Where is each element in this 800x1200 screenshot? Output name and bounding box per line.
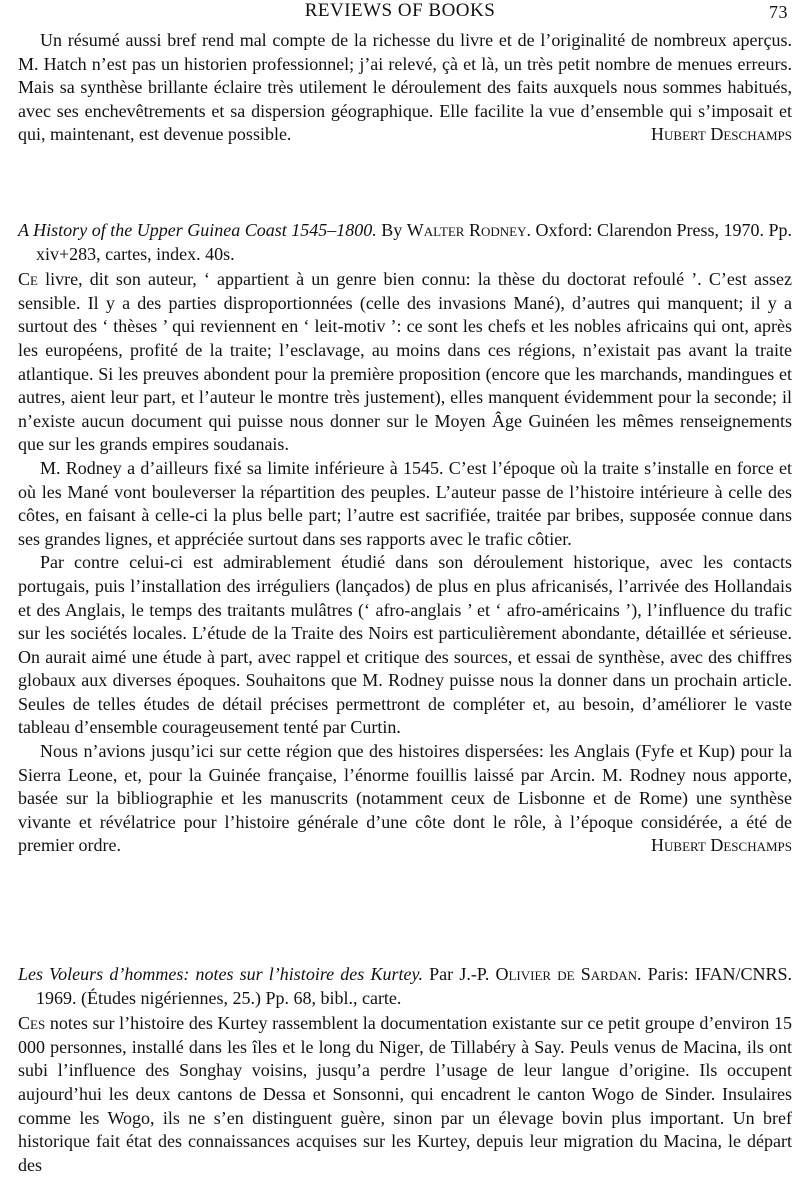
- paragraph: [18, 740, 792, 858]
- page-number: 73: [769, 2, 788, 22]
- paragraph-text: Nous n’avions jusqu’ici sur cette région que des histoires dispersées: les Anglais (Fyfe et Kup) pour la Sierra Leone, et, pour la Guinée française, l’énorme fouillis laissé par Arcin. M. Rodney nous apporte, basée sur la bibliographie et les manuscrits (notamment ceux de Lisbonne et de Rome) une synthèse vivante et révélatrice pour l’histoire générale d’une côte dont le rôle, à l’époque considérée, a été de premier ordre.: [18, 741, 792, 856]
- publication-details: Oxford: Clarendon Press, 1970. Pp. xiv+283, cartes, index. 40s.: [36, 220, 793, 264]
- paragraph: [18, 1012, 792, 1177]
- review-hatch-ending: [18, 29, 792, 147]
- citation-by: By: [381, 220, 403, 240]
- paragraph: M. Rodney a d’ailleurs fixé sa limite inférieure à 1545. C’est l’époque où la traite s’installe en force et où les Mané vont bouleverser la répartition des peuples. L’auteur passe de l’histoire intérieure à celle des côtes, en faisant à celle-ci la plus belle part; l’autre est sacrifiée, traitée par bribes, supposée connue dans ses grandes lignes, et appréciée surtout dans ses rapports avec le trafic côtier.: [18, 457, 792, 549]
- running-head: [0, 0, 800, 24]
- paragraph: [18, 268, 792, 457]
- book-title: A History of the Upper Guinea Coast 1545–1800.: [18, 220, 377, 240]
- paragraph-text: livre, dit son auteur, ‘ appartient à un genre bien connu: la thèse du doctorat refoulé ’. C’est assez sensible. Il y a des parties disproportionnées (celle des invasions Mané), d’autres qui manquent; il y a surtout des ‘ thèses ’ qui reviennent en ‘ leit-motiv ’: ce sont les chefs et les nobles africains qui ont, après les européens, profité de la traite; l’esclavage, au moins dans ces régions, n’existait pas avant la traite atlantique. Si les preuves abondent pour la première proposition (encore que les marchands, mandingues et autres, aient leur part, et l’auteur le montre très justement), elles manquent évidemment pour la seconde; il n’existe aucun document qui puisse nous donner sur le Moyen Âge Guinéen les mêmes renseignements que sur les grands empires soudanais.: [18, 269, 793, 455]
- reviewer-signature: Hubert Deschamps: [651, 835, 792, 856]
- publication-details: Paris: IFAN/CNRS. 1969. (Études nigériennes, 25.) Pp. 68, bibl., carte.: [36, 964, 793, 1008]
- citation-by: Par: [429, 964, 454, 984]
- running-title: REVIEWS OF BOOKS: [304, 0, 496, 21]
- book-author: J.-P. Olivier de Sardan.: [459, 964, 642, 984]
- reviewer-signature: Hubert Deschamps: [651, 124, 792, 145]
- book-title: Les Voleurs d’hommes: notes sur l’histoire des Kurtey.: [18, 964, 423, 984]
- book-citation: [18, 219, 792, 266]
- paragraph-text: notes sur l’histoire des Kurtey rassemblent la documentation existante sur ce petit groupe d’environ 15 000 personnes, installé dans les îles et le long du Niger, de Tillabéry à Say. Peuls venus de Macina, ils ont subi l’influence des Songhay voisins, jusqu’a perdre l’usage de leur langue d’origine. Ils occupent aujourd’hui les deux cantons de Dessa et Sonsonni, qui encadrent le canton Wogo de Sinder. Insulaires comme les Wogo, ils ne s’en distinguent guère, sinon par un élevage bovin plus important. Un bref historique fait état des connaissances acquises sur les Kurtey, depuis leur migration du Macina, le départ des: [18, 1013, 792, 1175]
- lead-word: Ce: [18, 269, 38, 290]
- book-citation: [18, 963, 792, 1010]
- book-author: Walter Rodney.: [406, 220, 531, 240]
- lead-word: Ces: [18, 1013, 46, 1034]
- paragraph-text: Un résumé aussi bref rend mal compte de la richesse du livre et de l’originalité de nombreux aperçus. M. Hatch n’est pas un historien professionnel; j’ai relevé, çà et là, un très petit nombre de menues erreurs. Mais sa synthèse brillante éclaire très utilement le déroulement des faits auxquels nous sommes habitués, avec ses enchevêtrements et sa dispersion géographique. Elle facilite la vue d’ensemble qui s’imposait et qui, maintenant, est devenue possible.: [18, 30, 792, 145]
- paragraph: Par contre celui-ci est admirablement étudié dans son déroulement historique, avec les contacts portugais, puis l’installation des irréguliers (lançados) de plus en plus africanisés, l’arrivée des Hollandais et des Anglais, le temps des traitants mulâtres (‘ afro-anglais ’ et ‘ afro-américains ’), l’influence du trafic sur les sociétés locales. L’étude de la Traite des Noirs est particulièrement abondante, détaillée et sérieuse. On aurait aimé une étude à part, avec rappel et critique des sources, et essai de synthèse, avec des chiffres globaux aux diverses époques. Souhaitons que M. Rodney puisse nous la donner dans un prochain article. Seules de telles études de détail précises permettront de compléter et, au besoin, d’améliorer le vaste tableau d’ensemble courageusement tenté par Curtin.: [18, 552, 792, 738]
- review-rodney: [18, 219, 792, 858]
- review-olivier-de-sardan: [18, 963, 792, 1177]
